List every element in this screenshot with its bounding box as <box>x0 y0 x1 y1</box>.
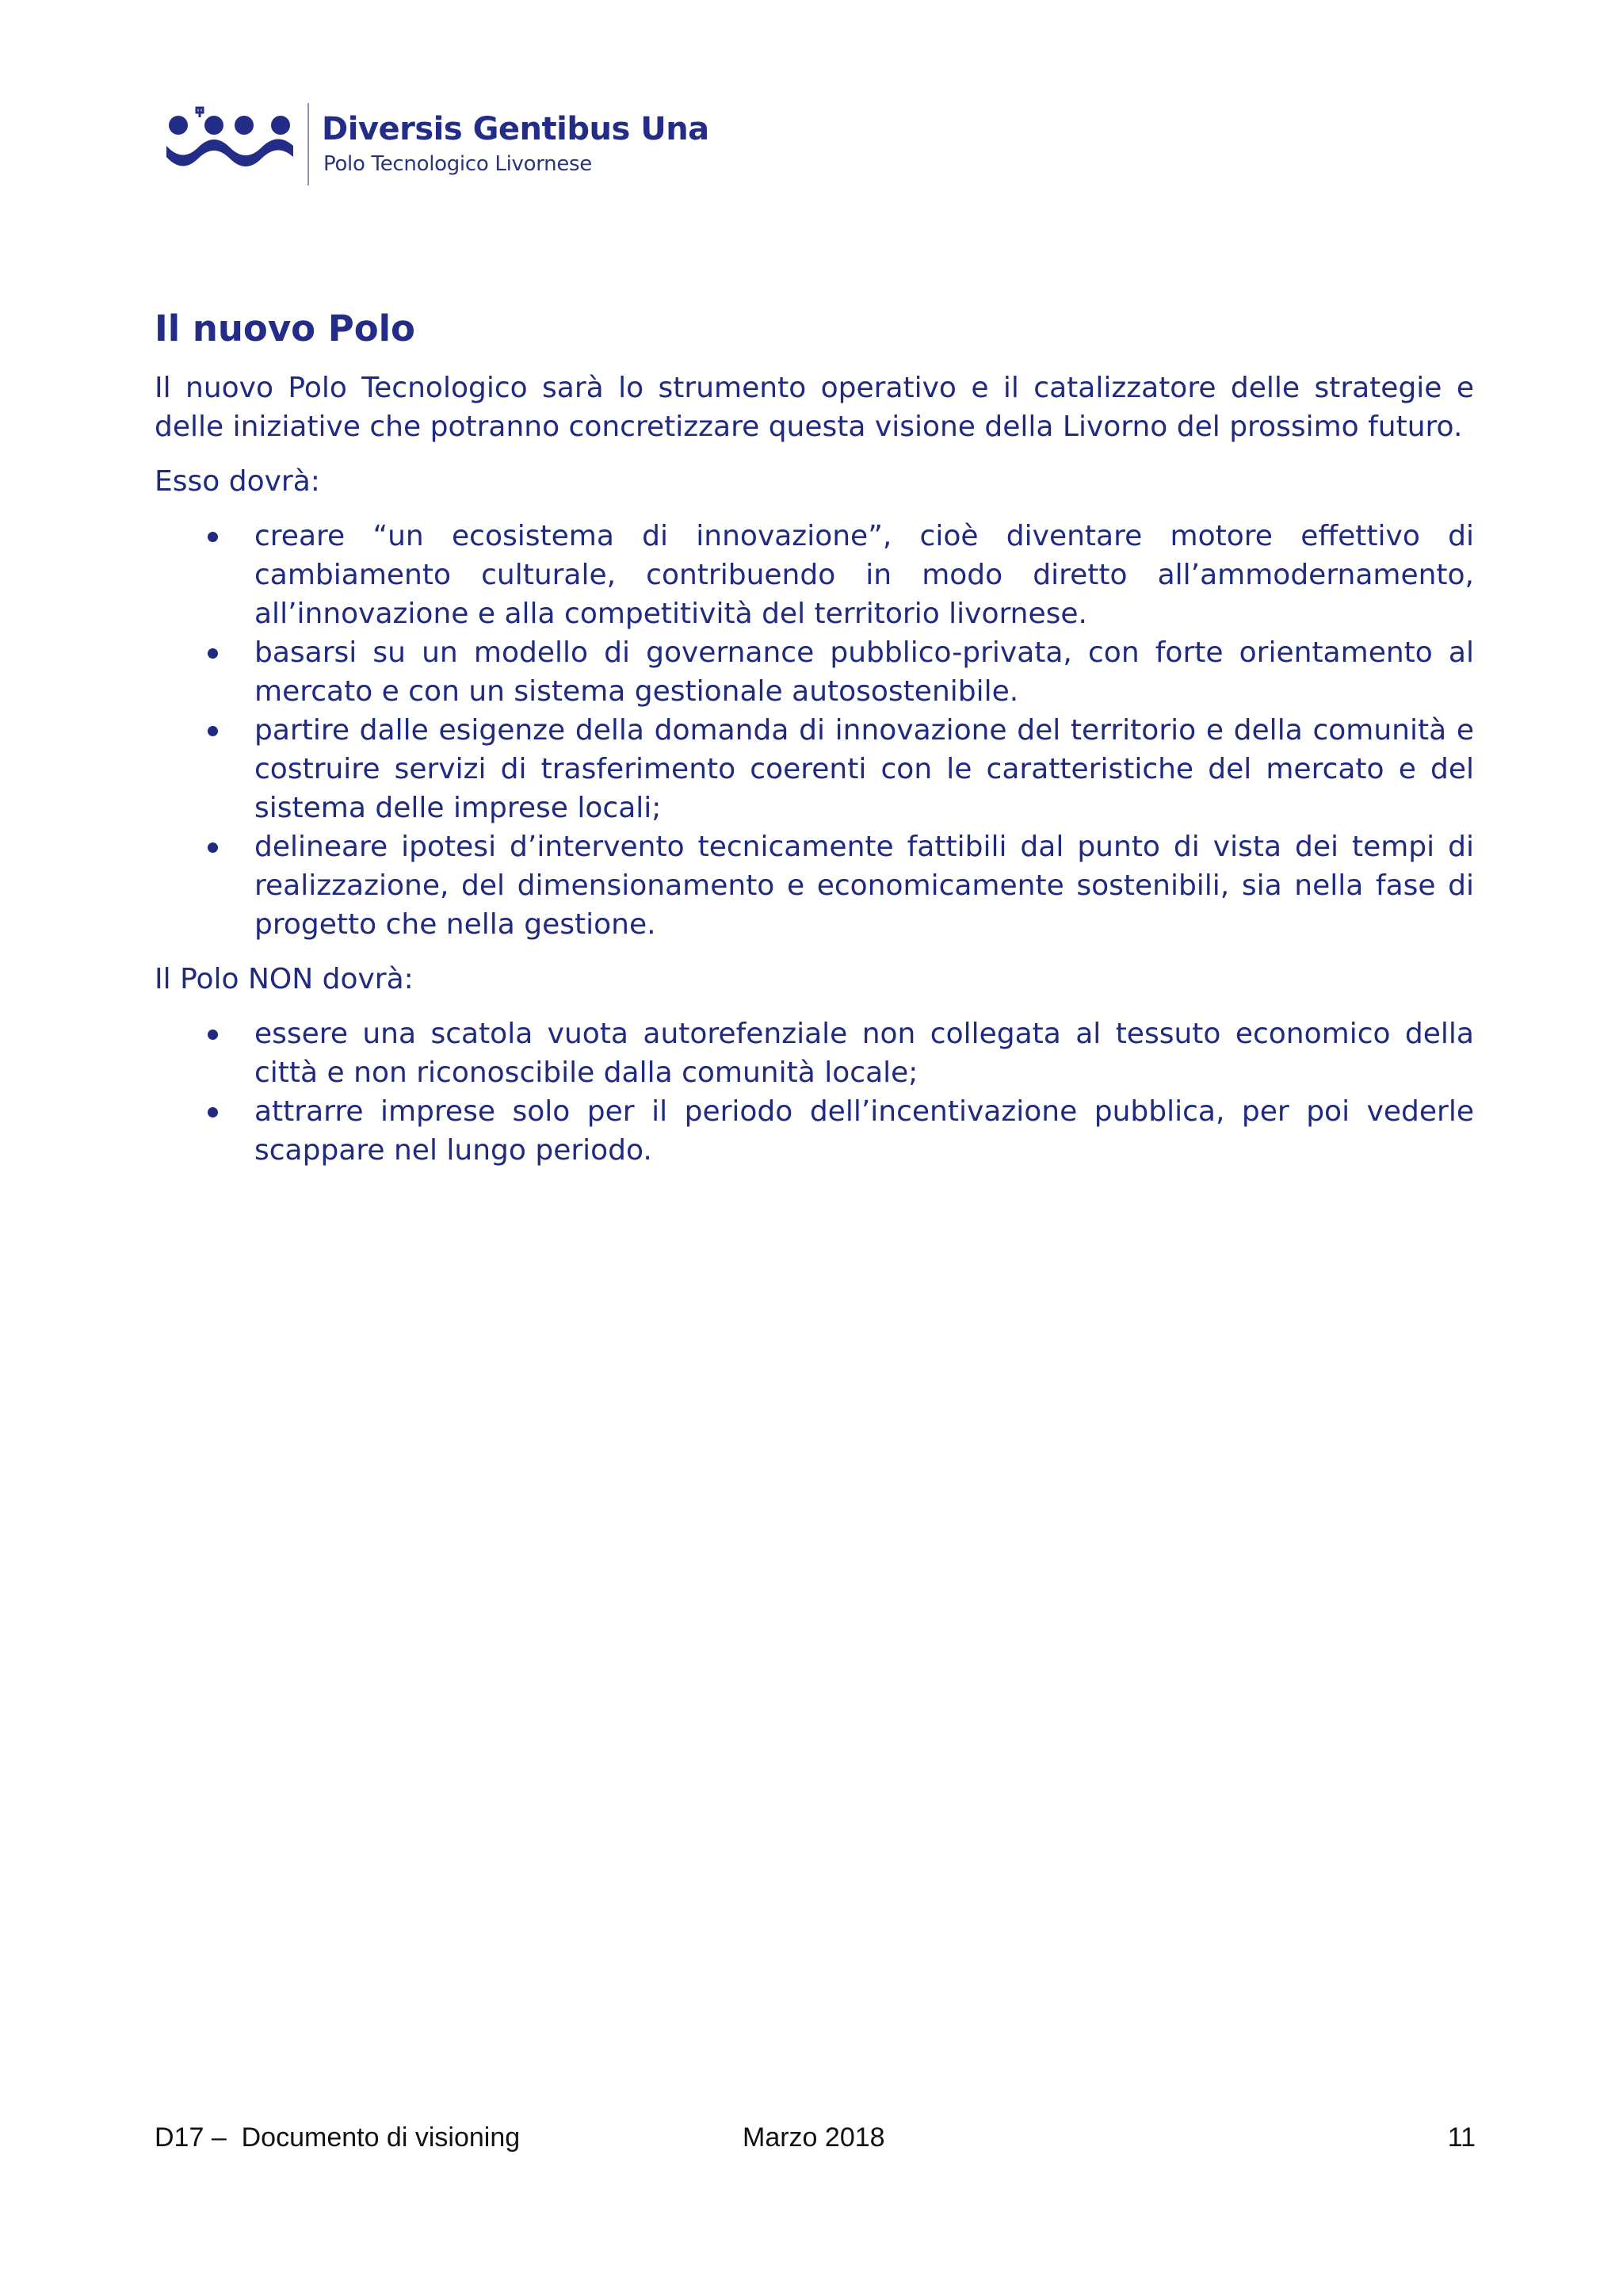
section-title: Il nuovo Polo <box>155 308 415 350</box>
list-item-text: partire dalle esigenze della domanda di innovazione del territorio e della comunità e costruire servizi di trasferimento coerenti con le caratteristiche del mercato e del sistema delle imprese locali; <box>254 714 1474 824</box>
bullet-icon <box>208 1030 218 1040</box>
list-item <box>155 711 1474 827</box>
intro-paragraph: Il nuovo Polo Tecnologico sarà lo strumento operativo e il catalizzatore delle strategie e delle iniziative che potranno concretizzare questa visione della Livorno del prossimo futuro. <box>155 372 1474 443</box>
list-item-text: attrarre imprese solo per il periodo dell’incentivazione pubblica, per poi vederle scappare nel lungo periodo. <box>254 1095 1474 1167</box>
footer-page-number: 11 <box>1447 2122 1476 2153</box>
list-item <box>155 517 1474 633</box>
logo-subtitle: Polo Tecnologico Livornese <box>323 152 592 176</box>
bullet-icon <box>208 842 218 853</box>
footer-document-label: D17 – Documento di visioning <box>155 2122 521 2153</box>
must-not-list <box>155 1014 1474 1170</box>
header-logo <box>165 103 709 190</box>
list-item <box>155 1014 1474 1092</box>
bullet-icon <box>208 648 218 659</box>
list-item-text: creare “un ecosistema di innovazione”, cioè diventare motore effettivo di cambiamento culturale, contribuendo in modo diretto all’ammodernamento, all’innovazione e alla competitività del territorio livornese. <box>254 520 1474 630</box>
bullet-icon <box>208 532 218 542</box>
logo-title: Diversis Gentibus Una <box>322 111 709 147</box>
must-lead: Esso dovrà: <box>155 465 320 498</box>
list-item-text: basarsi su un modello di governance pubblico-privata, con forte orientamento al mercato e con un sistema gestionale autosostenibile. <box>254 636 1474 708</box>
must-not-lead: Il Polo NON dovrà: <box>155 963 414 995</box>
list-item <box>155 827 1474 944</box>
bullet-icon <box>208 726 218 736</box>
logo-divider <box>307 103 309 185</box>
list-item-text: delineare ipotesi d’intervento tecnicamente fattibili dal punto di vista dei tempi di realizzazione, del dimensionamento e economicamente sostenibili, sia nella fase di progetto che nella gestione. <box>254 831 1474 941</box>
bullet-icon <box>208 1107 218 1117</box>
logo-waves-icon <box>165 106 295 179</box>
footer-date: Marzo 2018 <box>743 2122 885 2153</box>
list-item-text: essere una scatola vuota autorefenziale non collegata al tessuto economico della città e non riconoscibile dalla comunità locale; <box>254 1018 1474 1089</box>
list-item <box>155 1092 1474 1170</box>
must-list <box>155 517 1474 944</box>
main-content <box>155 305 1474 1186</box>
list-item <box>155 633 1474 711</box>
